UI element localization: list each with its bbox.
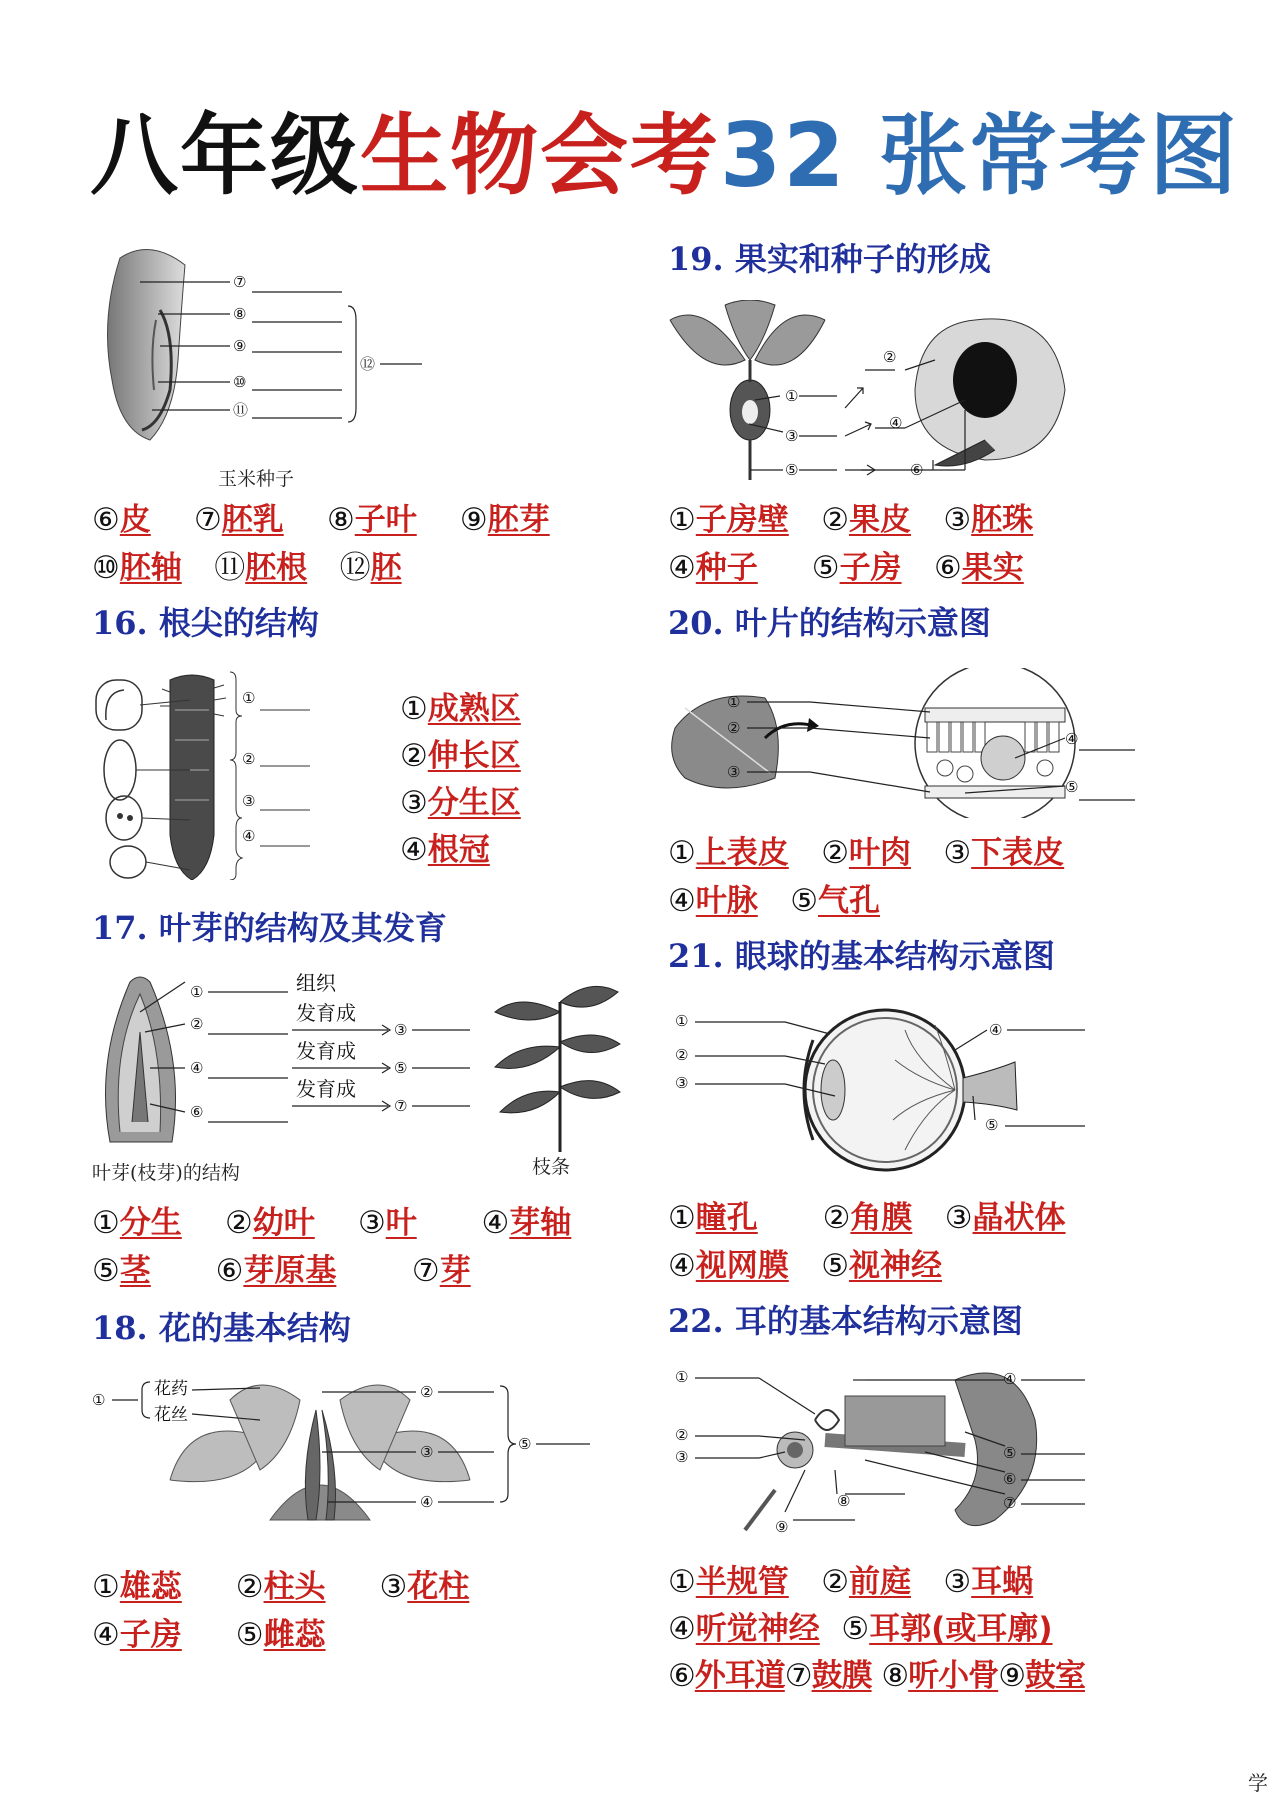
flower-answer-word: 柱头 xyxy=(263,1569,326,1605)
eye-figure xyxy=(665,1000,1125,1180)
eye-answer-word: 视网膜 xyxy=(695,1248,789,1284)
ear-answer-num: ③ xyxy=(943,1564,972,1600)
fruit-answer-word: 种子 xyxy=(695,550,758,586)
leaf-answer-num: ① xyxy=(668,835,696,871)
corn-seed-figure xyxy=(90,240,470,460)
fruit-answer-word: 果皮 xyxy=(848,502,911,538)
corn-answer-word: 胚 xyxy=(370,550,402,586)
flower-inner-filament: 花丝 xyxy=(154,1405,188,1425)
ear-answer-row-1 xyxy=(668,1564,1034,1600)
fruit-label-4: ④ xyxy=(889,414,903,432)
flower-inner-anther: 花药 xyxy=(154,1379,188,1399)
bud-label-3: ③ xyxy=(394,1021,408,1039)
bud-answer-word: 芽轴 xyxy=(509,1205,572,1241)
flower-answer-word: 雌蕊 xyxy=(263,1617,326,1653)
bud-caption-left: 叶芽(枝芽)的结构 xyxy=(92,1162,240,1184)
eye-answer-num: ① xyxy=(668,1200,696,1236)
ear-answer-num: ② xyxy=(821,1564,849,1600)
ear-label-9: ⑨ xyxy=(775,1518,789,1536)
root-answer-num: ① xyxy=(400,691,428,727)
ear-answer-word: 听小骨 xyxy=(908,1658,999,1694)
fruit-answer-row-2 xyxy=(668,550,1024,586)
corn-answer-row-1 xyxy=(92,502,550,538)
ear-answer-row-3 xyxy=(668,1658,1085,1694)
flower-figure xyxy=(90,1370,610,1530)
root-label-3: ③ xyxy=(242,792,256,810)
ear-label-3: ③ xyxy=(675,1448,689,1466)
flower-label-5: ⑤ xyxy=(518,1435,532,1453)
ear-label-5: ⑤ xyxy=(1003,1444,1017,1462)
page-title xyxy=(90,104,1240,207)
eye-answer-num: ② xyxy=(822,1200,851,1236)
root-answer-4 xyxy=(400,832,490,868)
ear-answer-num: ⑦ xyxy=(784,1658,812,1694)
fruit-label-2: ② xyxy=(883,348,897,366)
leaf-answer-word: 叶肉 xyxy=(848,835,911,871)
fruit-figure xyxy=(665,300,1105,490)
bud-answer-num: ⑤ xyxy=(92,1253,120,1289)
ear-answer-num: ⑤ xyxy=(841,1611,870,1647)
root-answer-num: ② xyxy=(400,738,428,774)
fruit-label-1: ① xyxy=(785,387,799,405)
eye-answer-num: ④ xyxy=(668,1248,696,1284)
root-label-4: ④ xyxy=(242,827,256,845)
fruit-answer-num: ⑤ xyxy=(811,550,840,586)
fruit-answer-num: ② xyxy=(821,502,849,538)
leaf-answer-word: 上表皮 xyxy=(695,835,789,871)
root-answer-3 xyxy=(400,785,521,821)
fruit-label-6: ⑥ xyxy=(910,461,924,479)
ear-answer-word: 前庭 xyxy=(848,1564,911,1600)
corn-label-8: ⑧ xyxy=(233,305,247,323)
ear-label-1: ① xyxy=(675,1368,689,1386)
section-20-title: 20. 叶片的结构示意图 xyxy=(668,604,991,642)
leaf-label-2: ② xyxy=(727,719,741,737)
fruit-answer-num: ④ xyxy=(668,550,696,586)
section-18-title: 18. 花的基本结构 xyxy=(92,1309,351,1347)
bud-text-develop-2: 发育成 xyxy=(296,1039,356,1063)
leaf-label-4: ④ xyxy=(1065,730,1079,748)
bud-answer-word: 叶 xyxy=(385,1205,417,1241)
title-part-3: 32 张常考图 xyxy=(720,104,1240,207)
flower-answer-num: ④ xyxy=(92,1617,120,1653)
ear-figure xyxy=(665,1360,1125,1550)
title-part-1: 八年级 xyxy=(90,104,361,207)
eye-answer-num: ⑤ xyxy=(821,1248,849,1284)
root-label-1: ① xyxy=(242,689,256,707)
root-answer-num: ③ xyxy=(400,785,428,821)
root-tip-figure xyxy=(90,670,370,880)
ear-answer-word: 耳蜗 xyxy=(971,1564,1034,1600)
eye-answer-word: 角膜 xyxy=(850,1200,913,1236)
bud-answer-num: ② xyxy=(224,1205,253,1241)
fruit-answer-row-1 xyxy=(668,502,1034,538)
ear-answer-num: ④ xyxy=(668,1611,696,1647)
corn-seed-caption: 玉米种子 xyxy=(218,468,295,490)
flower-answer-num: ⑤ xyxy=(235,1617,264,1653)
eye-answer-word: 瞳孔 xyxy=(695,1200,758,1236)
leaf-bud-figure xyxy=(90,972,630,1152)
section-16-title: 16. 根尖的结构 xyxy=(92,604,319,642)
eye-answer-row-1 xyxy=(668,1200,1066,1236)
corn-label-7: ⑦ xyxy=(233,273,247,291)
ear-answer-word: 鼓膜 xyxy=(811,1658,872,1694)
bud-label-6: ⑥ xyxy=(190,1103,204,1121)
leaf-label-3: ③ xyxy=(727,763,741,781)
flower-answer-num: ① xyxy=(92,1569,120,1605)
root-answer-word: 成熟区 xyxy=(427,691,521,727)
bud-label-1: ① xyxy=(190,983,204,1001)
bud-answer-num: ④ xyxy=(481,1205,510,1241)
section-21-title: 21. 眼球的基本结构示意图 xyxy=(668,937,1055,975)
title-part-2: 生物会考 xyxy=(360,104,721,207)
ear-answer-num: ⑥ xyxy=(668,1658,695,1694)
corn-answer-word: 子叶 xyxy=(354,502,417,538)
corn-answer-word: 胚芽 xyxy=(487,502,550,538)
leaf-answer-num: ③ xyxy=(943,835,972,871)
leaf-label-5: ⑤ xyxy=(1065,778,1079,796)
section-17-title: 17. 叶芽的结构及其发育 xyxy=(92,909,447,947)
fruit-answer-num: ③ xyxy=(943,502,972,538)
eye-answer-num: ③ xyxy=(944,1200,973,1236)
corn-answer-num: ⑨ xyxy=(459,502,488,538)
corn-answer-num: ⑩ xyxy=(92,550,120,586)
eye-label-1: ① xyxy=(675,1012,689,1030)
eye-label-4: ④ xyxy=(989,1021,1003,1039)
fruit-label-3: ③ xyxy=(785,427,799,445)
root-answer-1 xyxy=(400,691,521,727)
bud-answer-word: 芽原基 xyxy=(243,1253,337,1289)
eye-answer-word: 晶状体 xyxy=(972,1200,1066,1236)
flower-answer-num: ② xyxy=(235,1569,264,1605)
corn-answer-word: 胚乳 xyxy=(221,502,284,538)
bud-answer-row-2 xyxy=(92,1253,471,1289)
leaf-answer-num: ⑤ xyxy=(790,883,818,919)
flower-answer-row-2 xyxy=(92,1617,326,1653)
root-answer-word: 伸长区 xyxy=(427,738,521,774)
root-answer-2 xyxy=(400,738,521,774)
bud-answer-num: ③ xyxy=(357,1205,386,1241)
corn-answer-num: ⑧ xyxy=(326,502,355,538)
corn-label-12: ⑫ xyxy=(360,355,376,373)
ear-answer-word: 听觉神经 xyxy=(695,1611,820,1647)
corn-answer-num: ⑪ xyxy=(214,550,246,586)
leaf-answer-num: ② xyxy=(821,835,849,871)
ear-answer-num: ① xyxy=(668,1564,696,1600)
bud-answer-row-1 xyxy=(92,1205,572,1241)
eye-answer-row-2 xyxy=(668,1248,942,1284)
ear-label-7: ⑦ xyxy=(1003,1494,1017,1512)
corn-answer-num: ⑫ xyxy=(339,550,371,586)
leaf-answer-word: 叶脉 xyxy=(695,883,758,919)
bud-label-4: ④ xyxy=(190,1059,204,1077)
root-label-2: ② xyxy=(242,750,256,768)
bud-answer-num: ⑦ xyxy=(411,1253,440,1289)
corn-answer-word: 胚根 xyxy=(245,550,308,586)
bud-caption-right: 枝条 xyxy=(532,1156,571,1178)
fruit-answer-word: 子房壁 xyxy=(695,502,789,538)
flower-label-4: ④ xyxy=(420,1493,434,1511)
corn-answer-word: 皮 xyxy=(119,502,151,538)
ear-answer-num: ⑧ xyxy=(881,1658,909,1694)
flower-label-1: ① xyxy=(92,1391,106,1409)
leaf-answer-num: ④ xyxy=(668,883,696,919)
bud-answer-word: 茎 xyxy=(119,1253,151,1289)
flower-answer-row-1 xyxy=(92,1569,470,1605)
eye-label-3: ③ xyxy=(675,1074,689,1092)
corn-answer-num: ⑥ xyxy=(92,502,120,538)
leaf-figure xyxy=(665,668,1165,818)
ear-label-8: ⑧ xyxy=(837,1492,851,1510)
fruit-answer-num: ① xyxy=(668,502,696,538)
corn-label-9: ⑨ xyxy=(233,337,247,355)
bud-answer-word: 幼叶 xyxy=(252,1205,315,1241)
ear-answer-word: 耳郭(或耳廓) xyxy=(869,1611,1053,1647)
ear-answer-num: ⑨ xyxy=(998,1658,1025,1694)
ear-label-2: ② xyxy=(675,1426,689,1444)
leaf-label-1: ① xyxy=(727,693,741,711)
corner-mark: 学 xyxy=(1248,1771,1268,1795)
root-answer-word: 分生区 xyxy=(427,785,521,821)
fruit-label-5: ⑤ xyxy=(785,461,799,479)
corn-answer-word: 胚轴 xyxy=(119,550,182,586)
flower-label-3: ③ xyxy=(420,1443,434,1461)
bud-answer-word: 芽 xyxy=(439,1253,471,1289)
bud-answer-num: ① xyxy=(92,1205,120,1241)
root-answer-word: 根冠 xyxy=(427,832,490,868)
flower-answer-word: 雄蕊 xyxy=(119,1569,182,1605)
bud-answer-num: ⑥ xyxy=(215,1253,244,1289)
corn-label-11: ⑪ xyxy=(233,401,249,419)
section-19-title: 19. 果实和种子的形成 xyxy=(668,240,991,278)
root-answer-num: ④ xyxy=(400,832,428,868)
flower-label-2: ② xyxy=(420,1383,434,1401)
bud-label-7: ⑦ xyxy=(394,1097,408,1115)
fruit-answer-word: 子房 xyxy=(839,550,902,586)
ear-label-6: ⑥ xyxy=(1003,1470,1017,1488)
ear-answer-row-2 xyxy=(668,1611,1053,1647)
fruit-answer-word: 胚珠 xyxy=(971,502,1034,538)
fruit-answer-num: ⑥ xyxy=(933,550,962,586)
ear-answer-word: 半规管 xyxy=(695,1564,789,1600)
bud-text-develop-1: 发育成 xyxy=(296,1001,356,1025)
leaf-answer-row-1 xyxy=(668,835,1065,871)
ear-label-4: ④ xyxy=(1003,1370,1017,1388)
ear-answer-word: 鼓室 xyxy=(1024,1658,1085,1694)
bud-text-tissue: 组织 xyxy=(296,972,336,995)
leaf-answer-row-2 xyxy=(668,883,880,919)
corn-answer-num: ⑦ xyxy=(193,502,222,538)
bud-label-5: ⑤ xyxy=(394,1059,408,1077)
corn-answer-row-2 xyxy=(92,550,402,586)
eye-label-5: ⑤ xyxy=(985,1116,999,1134)
eye-label-2: ② xyxy=(675,1046,689,1064)
bud-answer-word: 分生 xyxy=(119,1205,182,1241)
fruit-answer-word: 果实 xyxy=(961,550,1024,586)
bud-text-develop-3: 发育成 xyxy=(296,1077,356,1101)
flower-answer-word: 花柱 xyxy=(407,1569,470,1605)
leaf-answer-word: 下表皮 xyxy=(971,835,1065,871)
ear-answer-word: 外耳道 xyxy=(694,1658,785,1694)
bud-label-2: ② xyxy=(190,1015,204,1033)
corn-label-10: ⑩ xyxy=(233,373,247,391)
section-22-title: 22. 耳的基本结构示意图 xyxy=(668,1302,1023,1340)
eye-answer-word: 视神经 xyxy=(848,1248,942,1284)
leaf-answer-word: 气孔 xyxy=(817,883,880,919)
flower-answer-num: ③ xyxy=(379,1569,408,1605)
flower-answer-word: 子房 xyxy=(119,1617,182,1653)
